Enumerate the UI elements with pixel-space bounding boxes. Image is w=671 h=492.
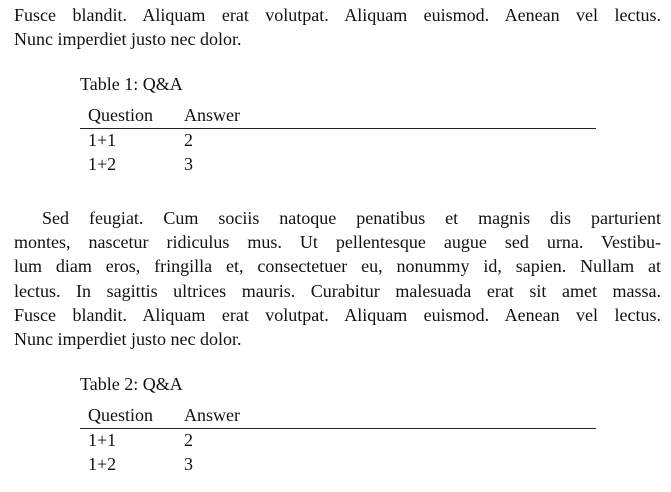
table-cell-question: 1+2 [88,454,117,474]
table-cell-answer: 3 [184,154,193,174]
table-cell-answer: 3 [184,454,193,474]
table-2 [80,404,596,477]
paragraph-line: lectus. In sagittis ultrices mauris. Curabitur malesuada erat sit amet massa. [14,280,661,301]
table-cell-answer: 2 [184,130,193,150]
paragraph-body [14,206,661,351]
table-cell-question: 1+1 [88,430,117,450]
table-1-caption: Table 1: Q&A [80,74,183,94]
table-row [80,453,596,477]
table-2-caption: Table 2: Q&A [80,374,183,394]
table-cell-question: 1+2 [88,154,117,174]
table-row [80,129,596,153]
table-header-row [80,404,596,428]
table-row [80,429,596,453]
paragraph-line: lum diam eros, fringilla et, consectetuer eu, nonummy id, sapien. Nullam at [14,256,661,277]
column-header-answer: Answer [184,405,240,425]
table-row [80,153,596,177]
paragraph-line: Nunc imperdiet justo nec dolor. [14,328,242,349]
paragraph-line: montes, nascetur ridiculus mus. Ut pellentesque augue sed urna. Vestibu- [14,232,661,253]
table-cell-question: 1+1 [88,130,117,150]
column-header-question: Question [88,105,153,125]
table-cell-answer: 2 [184,430,193,450]
column-header-answer: Answer [184,105,240,125]
table-header-row [80,104,596,128]
paragraph-line: Fusce blandit. Aliquam erat volutpat. Aliquam euismod. Aenean vel lectus. [14,304,661,325]
paragraph-top [14,3,661,51]
paragraph-line: Sed feugiat. Cum sociis natoque penatibus et magnis dis parturient [42,208,661,228]
paragraph-line: Fusce blandit. Aliquam erat volutpat. Aliquam euismod. Aenean vel lectus. [14,5,661,25]
column-header-question: Question [88,405,153,425]
paragraph-line: Nunc imperdiet justo nec dolor. [14,29,242,50]
table-1 [80,104,596,177]
